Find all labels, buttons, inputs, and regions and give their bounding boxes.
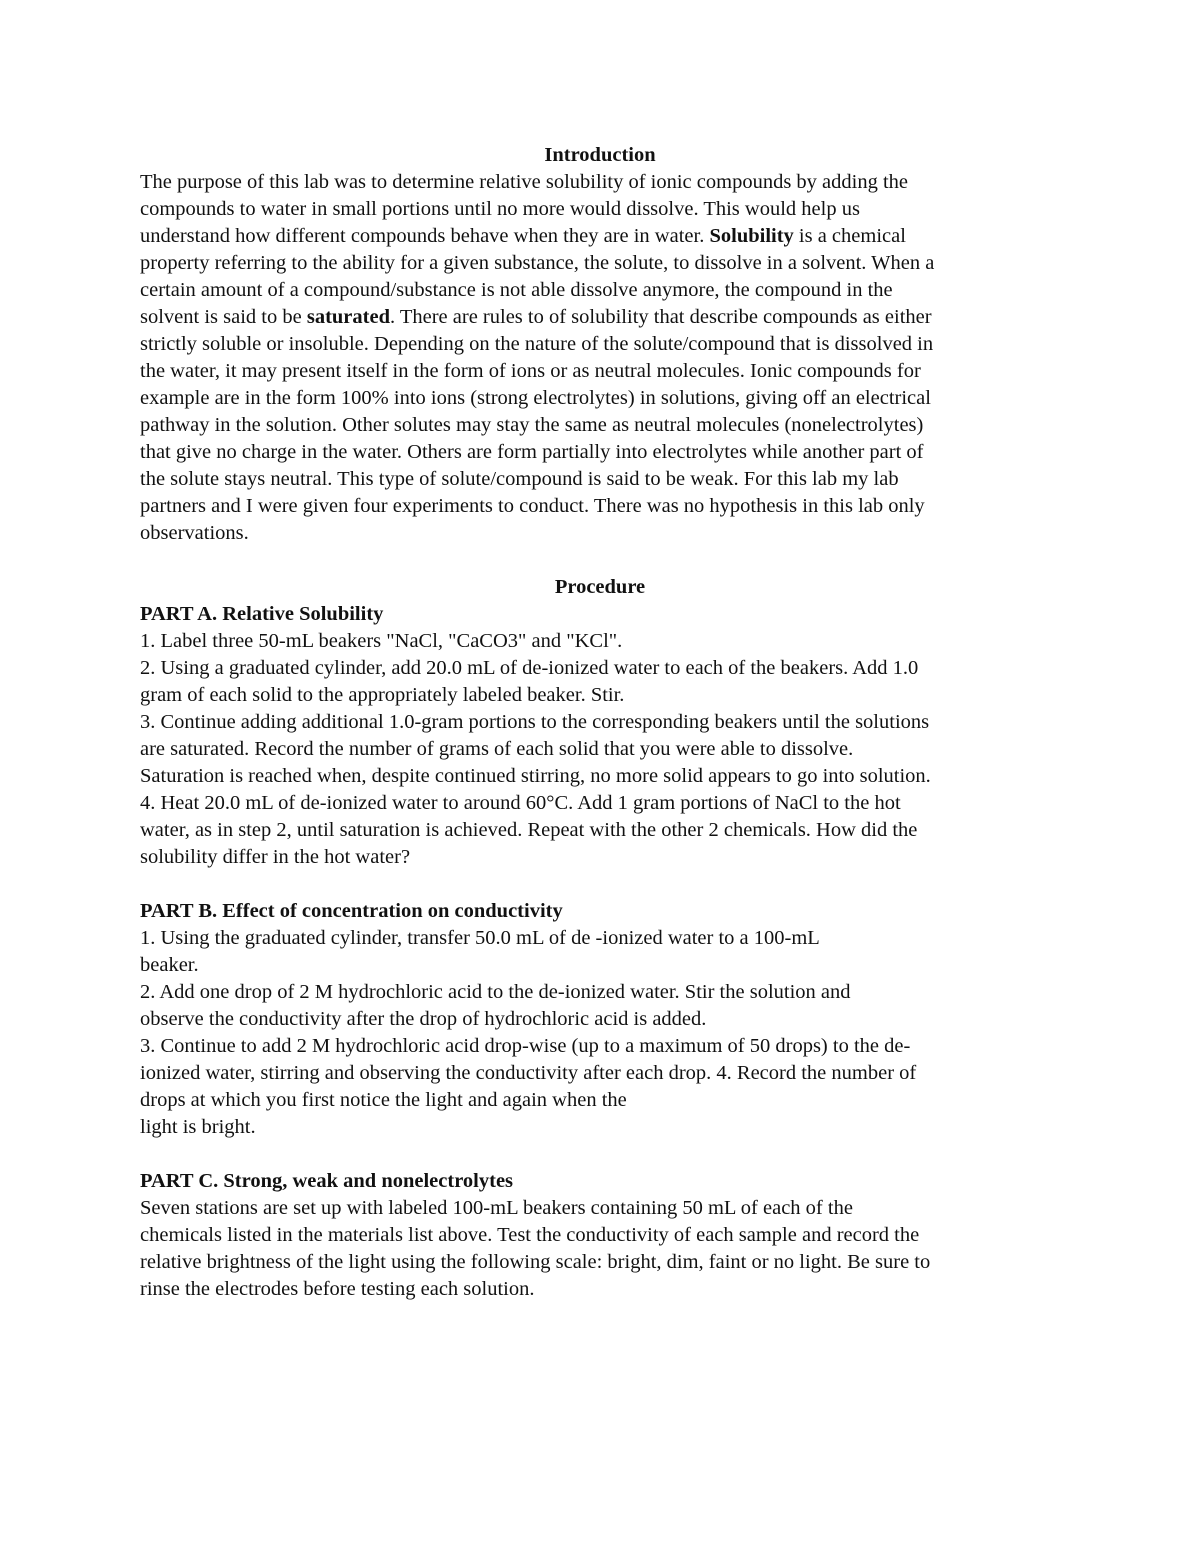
part-b-line: light is bright.	[140, 1116, 256, 1138]
intro-line: understand how different compounds behave when they are in water. Solubility is a chemical	[140, 225, 906, 247]
part-b-line: drops at which you first notice the light and again when the	[140, 1089, 627, 1111]
intro-line: solvent is said to be saturated. There are rules to of solubility that describe compounds as either	[140, 306, 932, 328]
part-a-line: 4. Heat 20.0 mL of de-ionized water to around 60°C. Add 1 gram portions of NaCl to the hot	[140, 792, 901, 814]
intro-line: example are in the form 100% into ions (strong electrolytes) in solutions, giving off an electrical	[140, 387, 931, 409]
part-b-line: 2. Add one drop of 2 M hydrochloric acid to the de-ionized water. Stir the solution and	[140, 981, 851, 1003]
intro-line: the water, it may present itself in the form of ions or as neutral molecules. Ionic compounds for	[140, 360, 921, 382]
intro-line: strictly soluble or insoluble. Depending on the nature of the solute/compound that is dissolved in	[140, 333, 934, 355]
part-a-title: PART A. Relative Solubility	[140, 603, 384, 625]
intro-line: observations.	[140, 522, 249, 544]
part-b-line: 1. Using the graduated cylinder, transfer 50.0 mL of de -ionized water to a 100-mL	[140, 927, 820, 949]
part-a-line: 3. Continue adding additional 1.0-gram portions to the corresponding beakers until the solutions	[140, 711, 930, 733]
intro-line: partners and I were given four experiments to conduct. There was no hypothesis in this lab only	[140, 495, 925, 517]
part-b-line: observe the conductivity after the drop of hydrochloric acid is added.	[140, 1008, 707, 1030]
part-a-steps	[140, 628, 1060, 871]
document-page	[140, 142, 1060, 1303]
introduction-heading: Introduction	[544, 144, 656, 166]
solubility-term: Solubility	[709, 225, 794, 247]
intro-line: property referring to the ability for a given substance, the solute, to dissolve in a solvent. When a	[140, 252, 935, 274]
spacer	[140, 1141, 1060, 1168]
saturated-term: saturated	[306, 306, 390, 328]
part-b-line: ionized water, stirring and observing the conductivity after each drop. 4. Record the number of	[140, 1062, 917, 1084]
part-c-line: Seven stations are set up with labeled 100-mL beakers containing 50 mL of each of the	[140, 1197, 853, 1219]
part-b-title: PART B. Effect of concentration on conductivity	[140, 900, 563, 922]
part-b-line: 3. Continue to add 2 M hydrochloric acid drop-wise (up to a maximum of 50 drops) to the de-	[140, 1035, 911, 1057]
intro-line: the solute stays neutral. This type of solute/compound is said to be weak. For this lab my lab	[140, 468, 899, 490]
part-a-line: solubility differ in the hot water?	[140, 846, 411, 868]
part-c-line: relative brightness of the light using the following scale: bright, dim, faint or no light. Be sure to	[140, 1251, 931, 1273]
spacer	[140, 547, 1060, 574]
procedure-heading: Procedure	[554, 576, 646, 598]
introduction-paragraph	[140, 169, 1060, 547]
part-c-line: chemicals listed in the materials list above. Test the conductivity of each sample and record the	[140, 1224, 920, 1246]
part-a-line: 2. Using a graduated cylinder, add 20.0 mL of de-ionized water to each of the beakers. Add 1.0	[140, 657, 919, 679]
part-a-line: 1. Label three 50-mL beakers "NaCl, "CaCO3" and "KCl".	[140, 630, 623, 652]
part-c-title: PART C. Strong, weak and nonelectrolytes	[140, 1170, 514, 1192]
part-a-line: Saturation is reached when, despite continued stirring, no more solid appears to go into solution.	[140, 765, 931, 787]
part-a-line: are saturated. Record the number of grams of each solid that you were able to dissolve.	[140, 738, 854, 760]
intro-line: The purpose of this lab was to determine relative solubility of ionic compounds by adding the	[140, 171, 909, 193]
part-c-line: rinse the electrodes before testing each solution.	[140, 1278, 535, 1300]
part-b-line: beaker.	[140, 954, 199, 976]
intro-line: certain amount of a compound/substance is not able dissolve anymore, the compound in the	[140, 279, 893, 301]
spacer	[140, 871, 1060, 898]
intro-line: compounds to water in small portions until no more would dissolve. This would help us	[140, 198, 860, 220]
part-b-steps	[140, 925, 1060, 1141]
intro-line: pathway in the solution. Other solutes may stay the same as neutral molecules (nonelectrolytes)	[140, 414, 924, 436]
part-a-line: gram of each solid to the appropriately labeled beaker. Stir.	[140, 684, 625, 706]
intro-line: that give no charge in the water. Others are form partially into electrolytes while another part of	[140, 441, 924, 463]
part-a-line: water, as in step 2, until saturation is achieved. Repeat with the other 2 chemicals. How did the	[140, 819, 918, 841]
part-c-text	[140, 1195, 1060, 1303]
